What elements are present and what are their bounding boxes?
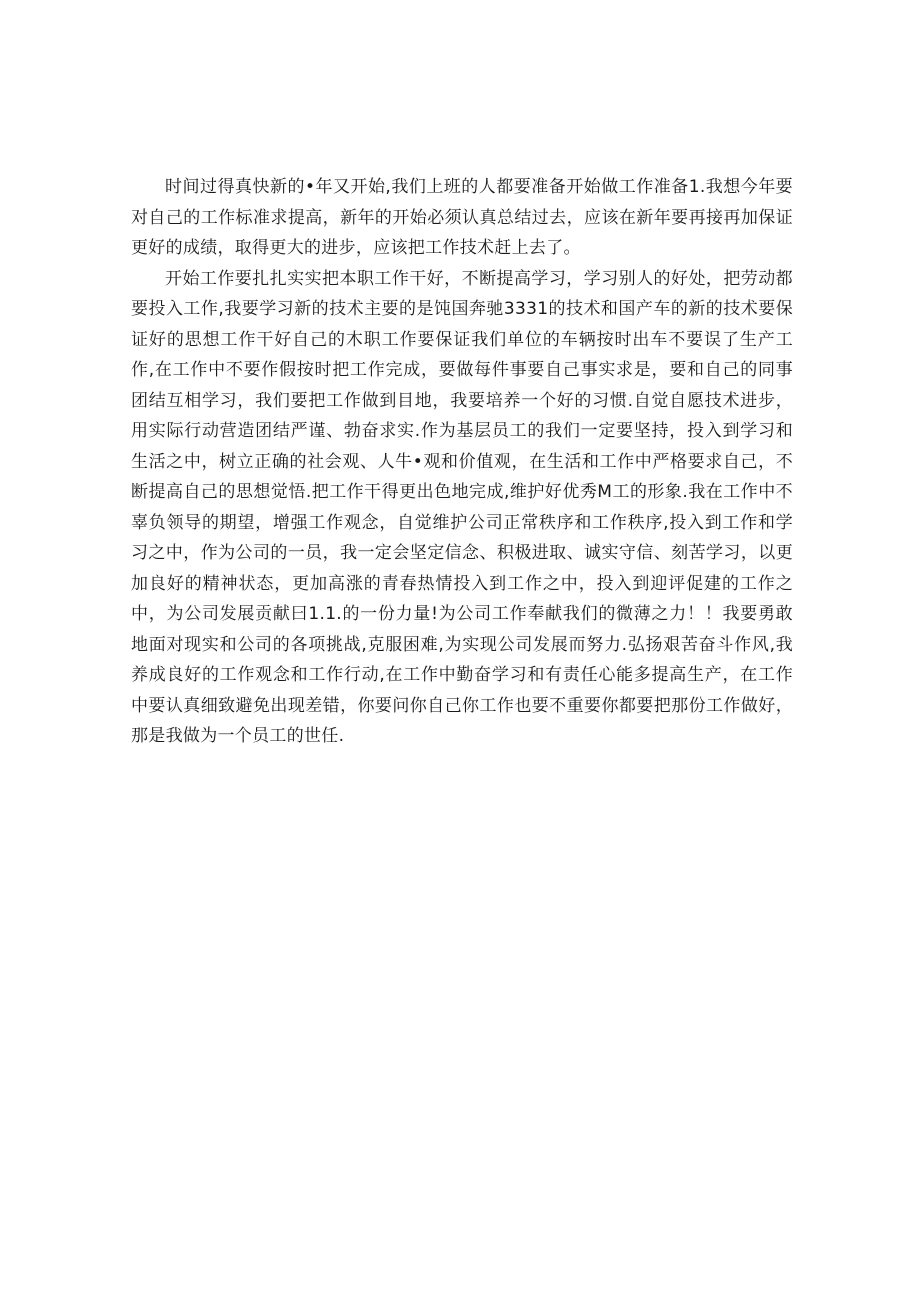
paragraph-1: 时间过得真快新的•年又开始,我们上班的人都要准备开始做工作准备1.我想今年要对自己的工作标准求提高，新年的开始必须认真总结过去，应该在新年要再接再加保证更好的成绩，取得更大的进步，应该把工作技术赶上去了。 [131,177,793,258]
paragraph-2: 开始工作要扎扎实实把本职工作干好，不断提高学习，学习别人的好处，把劳动都要投入工作,我要学习新的技术主要的是饨国奔驰3331的技术和国产车的新的技术要保证好的思想工作干好自己的木职工作要保证我们单位的车辆按时出车不要误了生产工作,在工作中不要作假按时把工作完成，要做每件事要自己事实求是，要和自己的同事团结互相学习，我们要把工作做到目地，我要培养一个好的习惯.自觉自愿技术进步，用实际行动营造团结严谨、勃奋求实.作为基层员工的我们一定要坚持，投入到学习和生活之中，树立正确的社会观、人牛•观和价值观，在生活和工作中严格要求自己，不断提高自己的思想觉悟.把工作干得更出色地完成,维护好优秀M工的形象.我在工作中不辜负领导的期望，增强工作观念，自觉维护公司正常秩序和工作秩序,投入到工作和学习之中，作为公司的一员，我一定会坚定信念、积极进取、诚实守信、刻苦学习，以更加良好的精神状态，更加高涨的青春热情投入到工作之中，投入到迎评促建的工作之中，为公司发展贡献曰1.1.的一份力量!为公司工作奉献我们的微薄之力！！我要勇敢地面对现实和公司的各项挑战,克服困难,为实现公司发展而努力.弘扬艰苦奋斗作风,我养成良好的工作观念和工作行动,在工作中勤奋学习和有责任心能多提高生产，在工作中要认真细致避免出现差错，你要问你自己你工作也要不重要你都要把那份工作做好，那是我做为一个员工的世任. [131,268,793,746]
document-body [131,172,793,752]
